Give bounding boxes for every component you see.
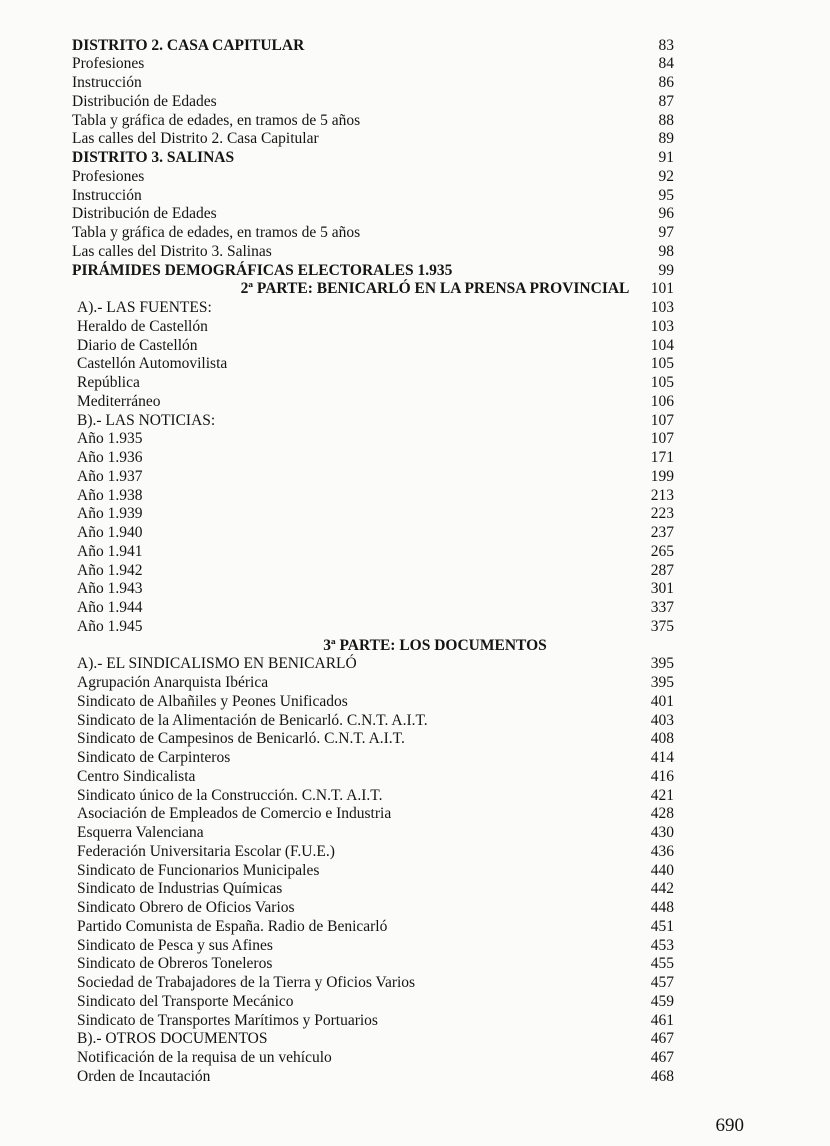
toc-entry-title: Las calles del Distrito 3. Salinas <box>72 242 272 260</box>
toc-entry-title: Sindicato único de la Construcción. C.N.T. A.I.T. <box>77 786 383 804</box>
toc-entry <box>0 804 830 823</box>
toc-entry-title: Instrucción <box>72 74 142 91</box>
toc-entry <box>0 373 830 392</box>
toc-entry-title: Las calles del Distrito 2. Casa Capitular <box>72 130 319 148</box>
toc-entry-page: 103 <box>650 317 674 335</box>
toc-entry-page: 467 <box>650 1049 674 1066</box>
toc-entry-title: Año 1.945 <box>77 617 143 635</box>
toc-entry <box>0 692 830 711</box>
toc-entry-page: 421 <box>650 786 674 804</box>
toc-entry <box>0 561 830 580</box>
toc-entry <box>0 73 830 92</box>
toc-entry-page: 451 <box>650 917 674 935</box>
toc-entry <box>0 186 830 205</box>
toc-entry <box>0 242 830 261</box>
toc-entry <box>0 636 830 655</box>
toc-entry <box>0 711 830 730</box>
toc-entry-title: Sindicato de la Alimentación de Benicarló. C.N.T. A.I.T. <box>77 711 428 729</box>
toc-entry-title: 2ª PARTE: BENICARLÓ EN LA PRENSA PROVINCIAL <box>240 280 630 298</box>
toc-entry-title: Sindicato de Campesinos de Benicarló. C.N.T. A.I.T. <box>77 730 405 748</box>
toc-entry <box>0 167 830 186</box>
toc-entry-page: 337 <box>650 599 674 616</box>
toc-entry-title: PIRÁMIDES DEMOGRÁFICAS ELECTORALES 1.935 <box>72 261 453 279</box>
toc-entry-title: Año 1.942 <box>77 561 143 579</box>
toc-entry <box>0 54 830 73</box>
toc-entry-page: 103 <box>650 299 674 316</box>
toc-entry <box>0 786 830 805</box>
toc-entry-page: 395 <box>650 655 674 673</box>
toc-entry-page: 223 <box>650 505 674 523</box>
toc-entry <box>0 354 830 373</box>
toc-entry-title: Año 1.935 <box>77 430 143 448</box>
toc-entry-page: 287 <box>650 561 674 579</box>
toc-entry-page: 91 <box>658 149 674 166</box>
toc-entry-title: Año 1.943 <box>77 580 143 598</box>
toc-entry-title: Sindicato del Transporte Mecánico <box>77 992 294 1010</box>
toc-entry-title: Tabla y gráfica de edades, en tramos de 5 años <box>72 111 361 129</box>
toc-entry-page: 88 <box>658 111 674 129</box>
toc-entry <box>0 504 830 523</box>
toc-entry-page: 414 <box>650 749 674 766</box>
toc-entry <box>0 598 830 617</box>
toc-entry <box>0 317 830 336</box>
toc-entry-page: 86 <box>658 74 674 91</box>
toc-entry-page: 453 <box>650 936 674 954</box>
page-number: 690 <box>715 1115 744 1136</box>
toc-entry <box>0 148 830 167</box>
toc-entry <box>0 879 830 898</box>
toc-entry-title: DISTRITO 3. SALINAS <box>72 149 235 166</box>
toc-entry <box>0 823 830 842</box>
toc-entry-title: Mediterráneo <box>77 392 161 410</box>
toc-entry-title: Año 1.937 <box>77 467 143 485</box>
toc-entry-page: 467 <box>650 1030 674 1048</box>
toc-entry-page: 448 <box>650 899 674 916</box>
toc-entry-page: 428 <box>650 805 674 823</box>
toc-entry-page: 461 <box>650 1011 674 1029</box>
toc-entry <box>0 748 830 767</box>
toc-entry-title: DISTRITO 2. CASA CAPITULAR <box>72 36 305 54</box>
toc-entry-title: Asociación de Empleados de Comercio e Industria <box>77 805 392 823</box>
toc-entry-page: 408 <box>650 730 674 748</box>
toc-entry <box>0 36 830 55</box>
toc-entry-page: 107 <box>650 411 674 429</box>
toc-entry <box>0 336 830 355</box>
toc-entry-title: Profesiones <box>72 55 145 73</box>
toc-entry <box>0 261 830 280</box>
toc-entry-page: 84 <box>658 55 674 73</box>
toc-entry <box>0 729 830 748</box>
toc-entry <box>0 1029 830 1048</box>
toc-entry-page: 416 <box>650 767 674 785</box>
toc-entry-page: 83 <box>658 36 674 54</box>
toc-entry <box>0 954 830 973</box>
toc-entry-title: Sindicato de Albañiles y Peones Unificados <box>77 692 348 710</box>
toc-entry-page: 301 <box>650 580 674 598</box>
toc-entry-page: 99 <box>658 261 674 279</box>
toc-entry-page: 95 <box>658 186 674 204</box>
toc-entry-title: Año 1.944 <box>77 599 143 616</box>
toc-entry <box>0 654 830 673</box>
toc-entry-title: Distribución de Edades <box>72 205 217 223</box>
toc-entry-title: B).- LAS NOTICIAS: <box>77 411 216 429</box>
toc-entry-title: Sindicato Obrero de Oficios Varios <box>77 899 295 916</box>
toc-entry <box>0 467 830 486</box>
toc-entry-title: Profesiones <box>72 167 145 185</box>
toc-entry <box>0 411 830 430</box>
toc-entry-page: 455 <box>650 955 674 973</box>
toc-entry-page: 375 <box>650 617 674 635</box>
toc-entry-title: Año 1.940 <box>77 524 143 541</box>
toc-entry-page: 199 <box>650 467 674 485</box>
toc-entry-title: Heraldo de Castellón <box>77 317 208 335</box>
toc-entry-page: 171 <box>650 449 674 466</box>
toc-entry-title: Notificación de la requisa de un vehículo <box>77 1049 332 1066</box>
toc-entry-page: 213 <box>650 486 674 504</box>
toc-entry <box>0 861 830 880</box>
toc-entry-title: Centro Sindicalista <box>77 767 196 785</box>
toc-entry-title: Partido Comunista de España. Radio de Benicarló <box>77 917 388 935</box>
toc-entry <box>0 523 830 542</box>
toc-entry <box>0 842 830 861</box>
toc-entry-page: 403 <box>650 711 674 729</box>
toc-entry-title: Sindicato de Funcionarios Municipales <box>77 861 320 879</box>
toc-entry-title: Instrucción <box>72 186 142 204</box>
toc-entry <box>0 542 830 561</box>
toc-entry-page: 101 <box>650 280 674 298</box>
toc-entry-page: 395 <box>650 674 674 691</box>
toc-entry <box>0 223 830 242</box>
toc-entry <box>0 92 830 111</box>
toc-entry <box>0 917 830 936</box>
toc-entry-title: Sindicato de Industrias Químicas <box>77 880 283 898</box>
toc-entry-page: 105 <box>650 355 674 373</box>
toc-entry-title: Esquerra Valenciana <box>77 824 204 841</box>
toc-entry-title: B).- OTROS DOCUMENTOS <box>77 1030 268 1048</box>
toc-entry <box>0 992 830 1011</box>
toc-entry <box>0 279 830 298</box>
toc-entry-title: Sindicato de Obreros Toneleros <box>77 955 273 973</box>
toc-entry-title: Tabla y gráfica de edades, en tramos de 5 años <box>72 224 361 241</box>
toc-entry-page: 104 <box>650 336 674 354</box>
toc-entry-page: 436 <box>650 842 674 860</box>
toc-entry-page: 98 <box>658 242 674 260</box>
toc-entry-page: 459 <box>650 992 674 1010</box>
toc-entry <box>0 111 830 130</box>
toc-entry-title: Año 1.938 <box>77 486 143 504</box>
toc-entry-title: Sindicato de Transportes Marítimos y Portuarios <box>77 1011 378 1029</box>
toc-entry-page: 97 <box>658 224 674 241</box>
toc-entry <box>0 617 830 636</box>
toc-entry-title: Año 1.941 <box>77 542 143 560</box>
toc-entry-page: 265 <box>650 542 674 560</box>
toc-entry <box>0 767 830 786</box>
toc-entry-title: Diario de Castellón <box>77 336 198 354</box>
toc-entry <box>0 448 830 467</box>
toc-entry-title: Castellón Automovilista <box>77 355 228 373</box>
toc-entry <box>0 204 830 223</box>
toc-entry-title: República <box>77 374 140 391</box>
toc-entry-title: Distribución de Edades <box>72 92 217 110</box>
toc-entry-title: Orden de Incautación <box>77 1067 211 1085</box>
toc-entry-page: 105 <box>650 374 674 391</box>
toc-entry-page: 96 <box>658 205 674 223</box>
toc-entry-title: Sindicato de Pesca y sus Afines <box>77 936 273 954</box>
toc-entry-title: Sociedad de Trabajadores de la Tierra y Oficios Varios <box>77 974 416 991</box>
toc-entry-page: 89 <box>658 130 674 148</box>
toc-entry-title: A).- EL SINDICALISMO EN BENICARLÓ <box>77 655 357 673</box>
toc-entry-title: Agrupación Anarquista Ibérica <box>77 674 269 691</box>
toc-entry <box>0 673 830 692</box>
toc-entry-page: 457 <box>650 974 674 991</box>
toc-entry-page: 440 <box>650 861 674 879</box>
toc-entry-page: 468 <box>650 1067 674 1085</box>
toc-entry <box>0 898 830 917</box>
toc-entry-page: 92 <box>658 167 674 185</box>
toc-entry-page: 107 <box>650 430 674 448</box>
toc-entry <box>0 936 830 955</box>
toc-entry <box>0 429 830 448</box>
toc-entry-title: Sindicato de Carpinteros <box>77 749 231 766</box>
toc-entry-title: Año 1.939 <box>77 505 143 523</box>
toc-entry-page: 106 <box>650 392 674 410</box>
toc-entry <box>0 579 830 598</box>
toc-entry <box>0 1048 830 1067</box>
toc-entry-page: 87 <box>658 92 674 110</box>
toc-entry-title: 3ª PARTE: LOS DOCUMENTOS <box>323 636 547 654</box>
toc-entry-title: Año 1.936 <box>77 449 143 466</box>
toc-entry-page: 237 <box>650 524 674 541</box>
toc-entry <box>0 129 830 148</box>
toc-entry-page: 430 <box>650 824 674 841</box>
toc-entry <box>0 1067 830 1086</box>
toc-entry <box>0 486 830 505</box>
toc-entry-page: 442 <box>650 880 674 898</box>
toc-entry <box>0 392 830 411</box>
toc-entry-title: A).- LAS FUENTES: <box>77 299 212 316</box>
toc-entry <box>0 1011 830 1030</box>
toc-entry-page: 401 <box>650 692 674 710</box>
toc-entry <box>0 298 830 317</box>
toc-entry-title: Federación Universitaria Escolar (F.U.E.) <box>77 842 335 860</box>
toc-entry <box>0 973 830 992</box>
